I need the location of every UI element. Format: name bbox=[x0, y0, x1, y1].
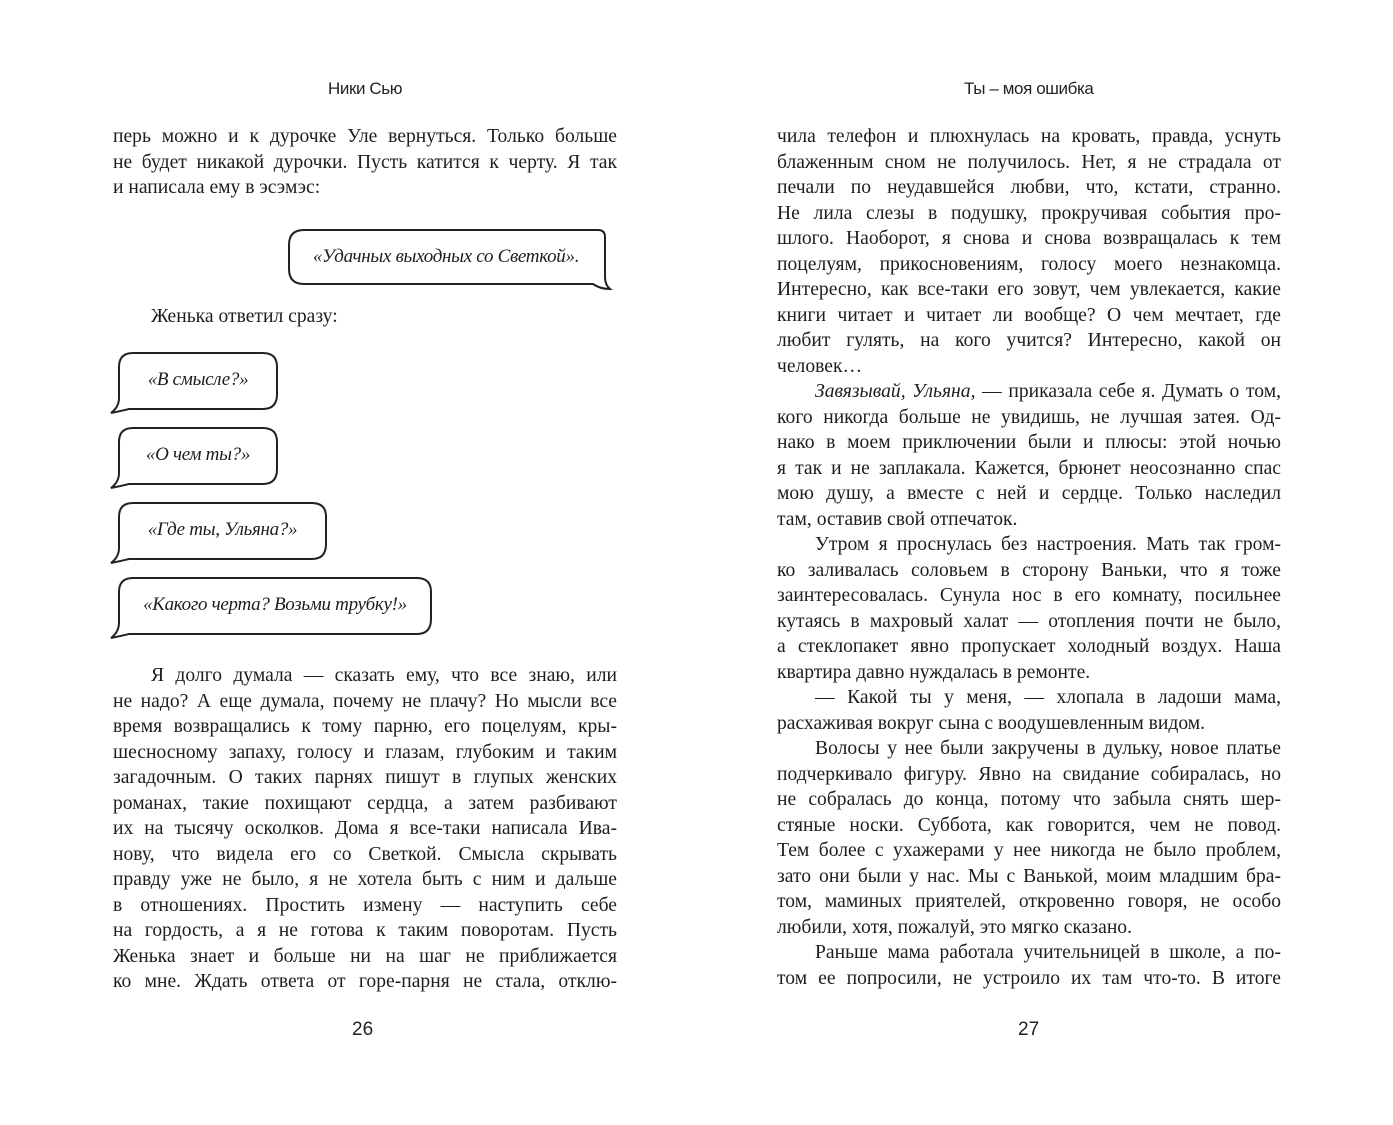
running-head-author: Ники Сью bbox=[328, 79, 403, 98]
text-line: кого никогда больше не увидишь, не лучшая затея. Од- bbox=[777, 406, 1281, 428]
text-line: заинтересовалась. Сунула нос в его комнату, посильнее bbox=[777, 585, 1281, 606]
text-line: чила телефон и плюхнулась на кровать, правда, уснуть bbox=[777, 126, 1281, 147]
reply-intro-line: Женька ответил сразу: bbox=[151, 306, 338, 327]
text-line: том ее попросили, не устроило их там что-то. В итоге bbox=[777, 967, 1281, 989]
text-line: любили, хотя, пожалуй, это мягко сказано. bbox=[777, 916, 1133, 938]
text-line: их на тысячу осколков. Дома я все-таки написала Ива- bbox=[113, 818, 617, 839]
page-number-left: 26 bbox=[352, 1019, 374, 1040]
text-line-rest: — приказала себе я. Думать о том, bbox=[982, 381, 1281, 402]
text-line: на гордость, а я не готова к таким поворотам. Пусть bbox=[113, 920, 617, 941]
text-line: человек… bbox=[777, 355, 863, 377]
text-line: Волосы у нее были закручены в дульку, новое платье bbox=[815, 738, 1281, 759]
text-line: ко заливалась соловьем в сторону Ваньки, что я тоже bbox=[777, 559, 1281, 581]
text-line: романах, такие похищают сердца, а затем разбивают bbox=[113, 792, 617, 814]
text-line: том, маминых приятелей, откровенно говоря, не особо bbox=[777, 891, 1281, 912]
left-page bbox=[0, 0, 696, 1125]
text-line: там, оставив свой отпечаток. bbox=[777, 508, 1018, 530]
text-line: нако в моем приключении были и плюсы: этой ночью bbox=[777, 432, 1281, 453]
text-line: перь можно и к дурочке Уле вернуться. Только больше bbox=[113, 126, 617, 147]
text-line: кутаясь в махровый халат — отопления почти не было, bbox=[777, 610, 1281, 632]
text-line: не будет никакой дурочки. Пусть катится к черту. Я так bbox=[113, 151, 617, 173]
text-line: я так и не заплакала. Кажется, брюнет неосознанно спас bbox=[777, 457, 1281, 479]
text-line: не надо? А еще думала, почему не плачу? Но мысли все bbox=[113, 690, 617, 712]
text-line: подчеркивало фигуру. Явно на свидание собиралась, но bbox=[777, 763, 1281, 785]
text-line: Раньше мама работала учительницей в школе, а по- bbox=[815, 942, 1281, 963]
running-head-title: Ты – моя ошибка bbox=[964, 79, 1094, 98]
text-line: мою душу, а вместе с ней и сердце. Только наследил bbox=[777, 483, 1281, 504]
incoming-message-text: «В смысле?» bbox=[147, 369, 249, 390]
text-line: в отношениях. Простить измену — наступить себе bbox=[113, 894, 617, 916]
text-line: Интересно, как все-таки его зовут, чем увлекается, какие bbox=[777, 279, 1281, 300]
incoming-message-text: «О чем ты?» bbox=[145, 444, 251, 465]
outgoing-message-bubble bbox=[288, 229, 616, 291]
text-line: не собралась до конца, потому что забыла снять шер- bbox=[777, 789, 1281, 810]
text-line: загадочным. О таких парнях пишут в глупых женских bbox=[113, 767, 617, 788]
outgoing-message-text: «Удачных выходных со Светкой». bbox=[312, 246, 580, 267]
right-page bbox=[696, 0, 1392, 1125]
text-line: расхаживая вокруг сына с воодушевленным видом. bbox=[777, 712, 1206, 734]
incoming-message-bubble bbox=[107, 502, 328, 564]
text-line: Тем более с ухажерами у нее никогда не было проблем, bbox=[777, 840, 1281, 861]
incoming-message-bubble bbox=[107, 427, 279, 489]
text-line: Женька знает и больше ни на шаг не приближается bbox=[113, 945, 617, 967]
text-line: печали по неудавшейся любви, что, кстати, странно. bbox=[777, 177, 1281, 198]
text-line: ко мне. Ждать ответа от горе-парня не стала, отклю- bbox=[113, 971, 617, 992]
text-line: шесносному запаху, голосу и глазам, глубоким и таким bbox=[113, 741, 617, 763]
text-line: стяные носки. Суббота, как говорится, чем не повод. bbox=[777, 814, 1281, 836]
text-line: а стеклопакет явно пропускает холодный воздух. Наша bbox=[777, 636, 1281, 657]
text-line: время возвращались к тому парню, его поцелуям, кры- bbox=[113, 716, 617, 737]
text-line: шлого. Наоборот, я снова и снова возвращалась к тем bbox=[777, 228, 1281, 249]
text-line: зато они были у нас. Мы с Ванькой, моим младшим бра- bbox=[777, 865, 1281, 887]
text-line: книги читает и читает ли вообще? О чем мечтает, где bbox=[777, 304, 1281, 326]
incoming-message-text: «Где ты, Ульяна?» bbox=[147, 519, 298, 540]
incoming-message-bubble bbox=[107, 577, 433, 639]
text-line: Утром я проснулась без настроения. Мать так гром- bbox=[815, 534, 1281, 555]
text-line: нову, что видела его со Светкой. Смысла скрывать bbox=[113, 843, 617, 865]
text-line: блаженным сном не получилось. Нет, я не страдала от bbox=[777, 151, 1281, 173]
incoming-message-text: «Какого черта? Возьми трубку!» bbox=[143, 594, 407, 615]
text-line: и написала ему в эсэмэс: bbox=[113, 177, 321, 198]
text-line bbox=[815, 379, 1281, 404]
text-line: — Какой ты у меня, — хлопала в ладоши мама, bbox=[815, 687, 1281, 708]
text-line: квартира давно нуждалась в ремонте. bbox=[777, 661, 1091, 683]
page-number-right: 27 bbox=[1018, 1019, 1040, 1040]
text-line: поцелуям, прикосновениям, голосу моего незнакомца. bbox=[777, 253, 1281, 275]
text-line: любит гулять, на кого учится? Интересно, какой он bbox=[777, 330, 1281, 351]
incoming-message-bubble bbox=[107, 352, 279, 414]
text-line: правду уже не было, я не хотела быть с ним и дальше bbox=[113, 869, 617, 890]
text-line: Я долго думала — сказать ему, что все знаю, или bbox=[151, 665, 617, 686]
text-line: Не лила слезы в подушку, прокручивая события про- bbox=[777, 202, 1281, 224]
italic-fragment: Завязывай, Ульяна, bbox=[815, 381, 976, 402]
